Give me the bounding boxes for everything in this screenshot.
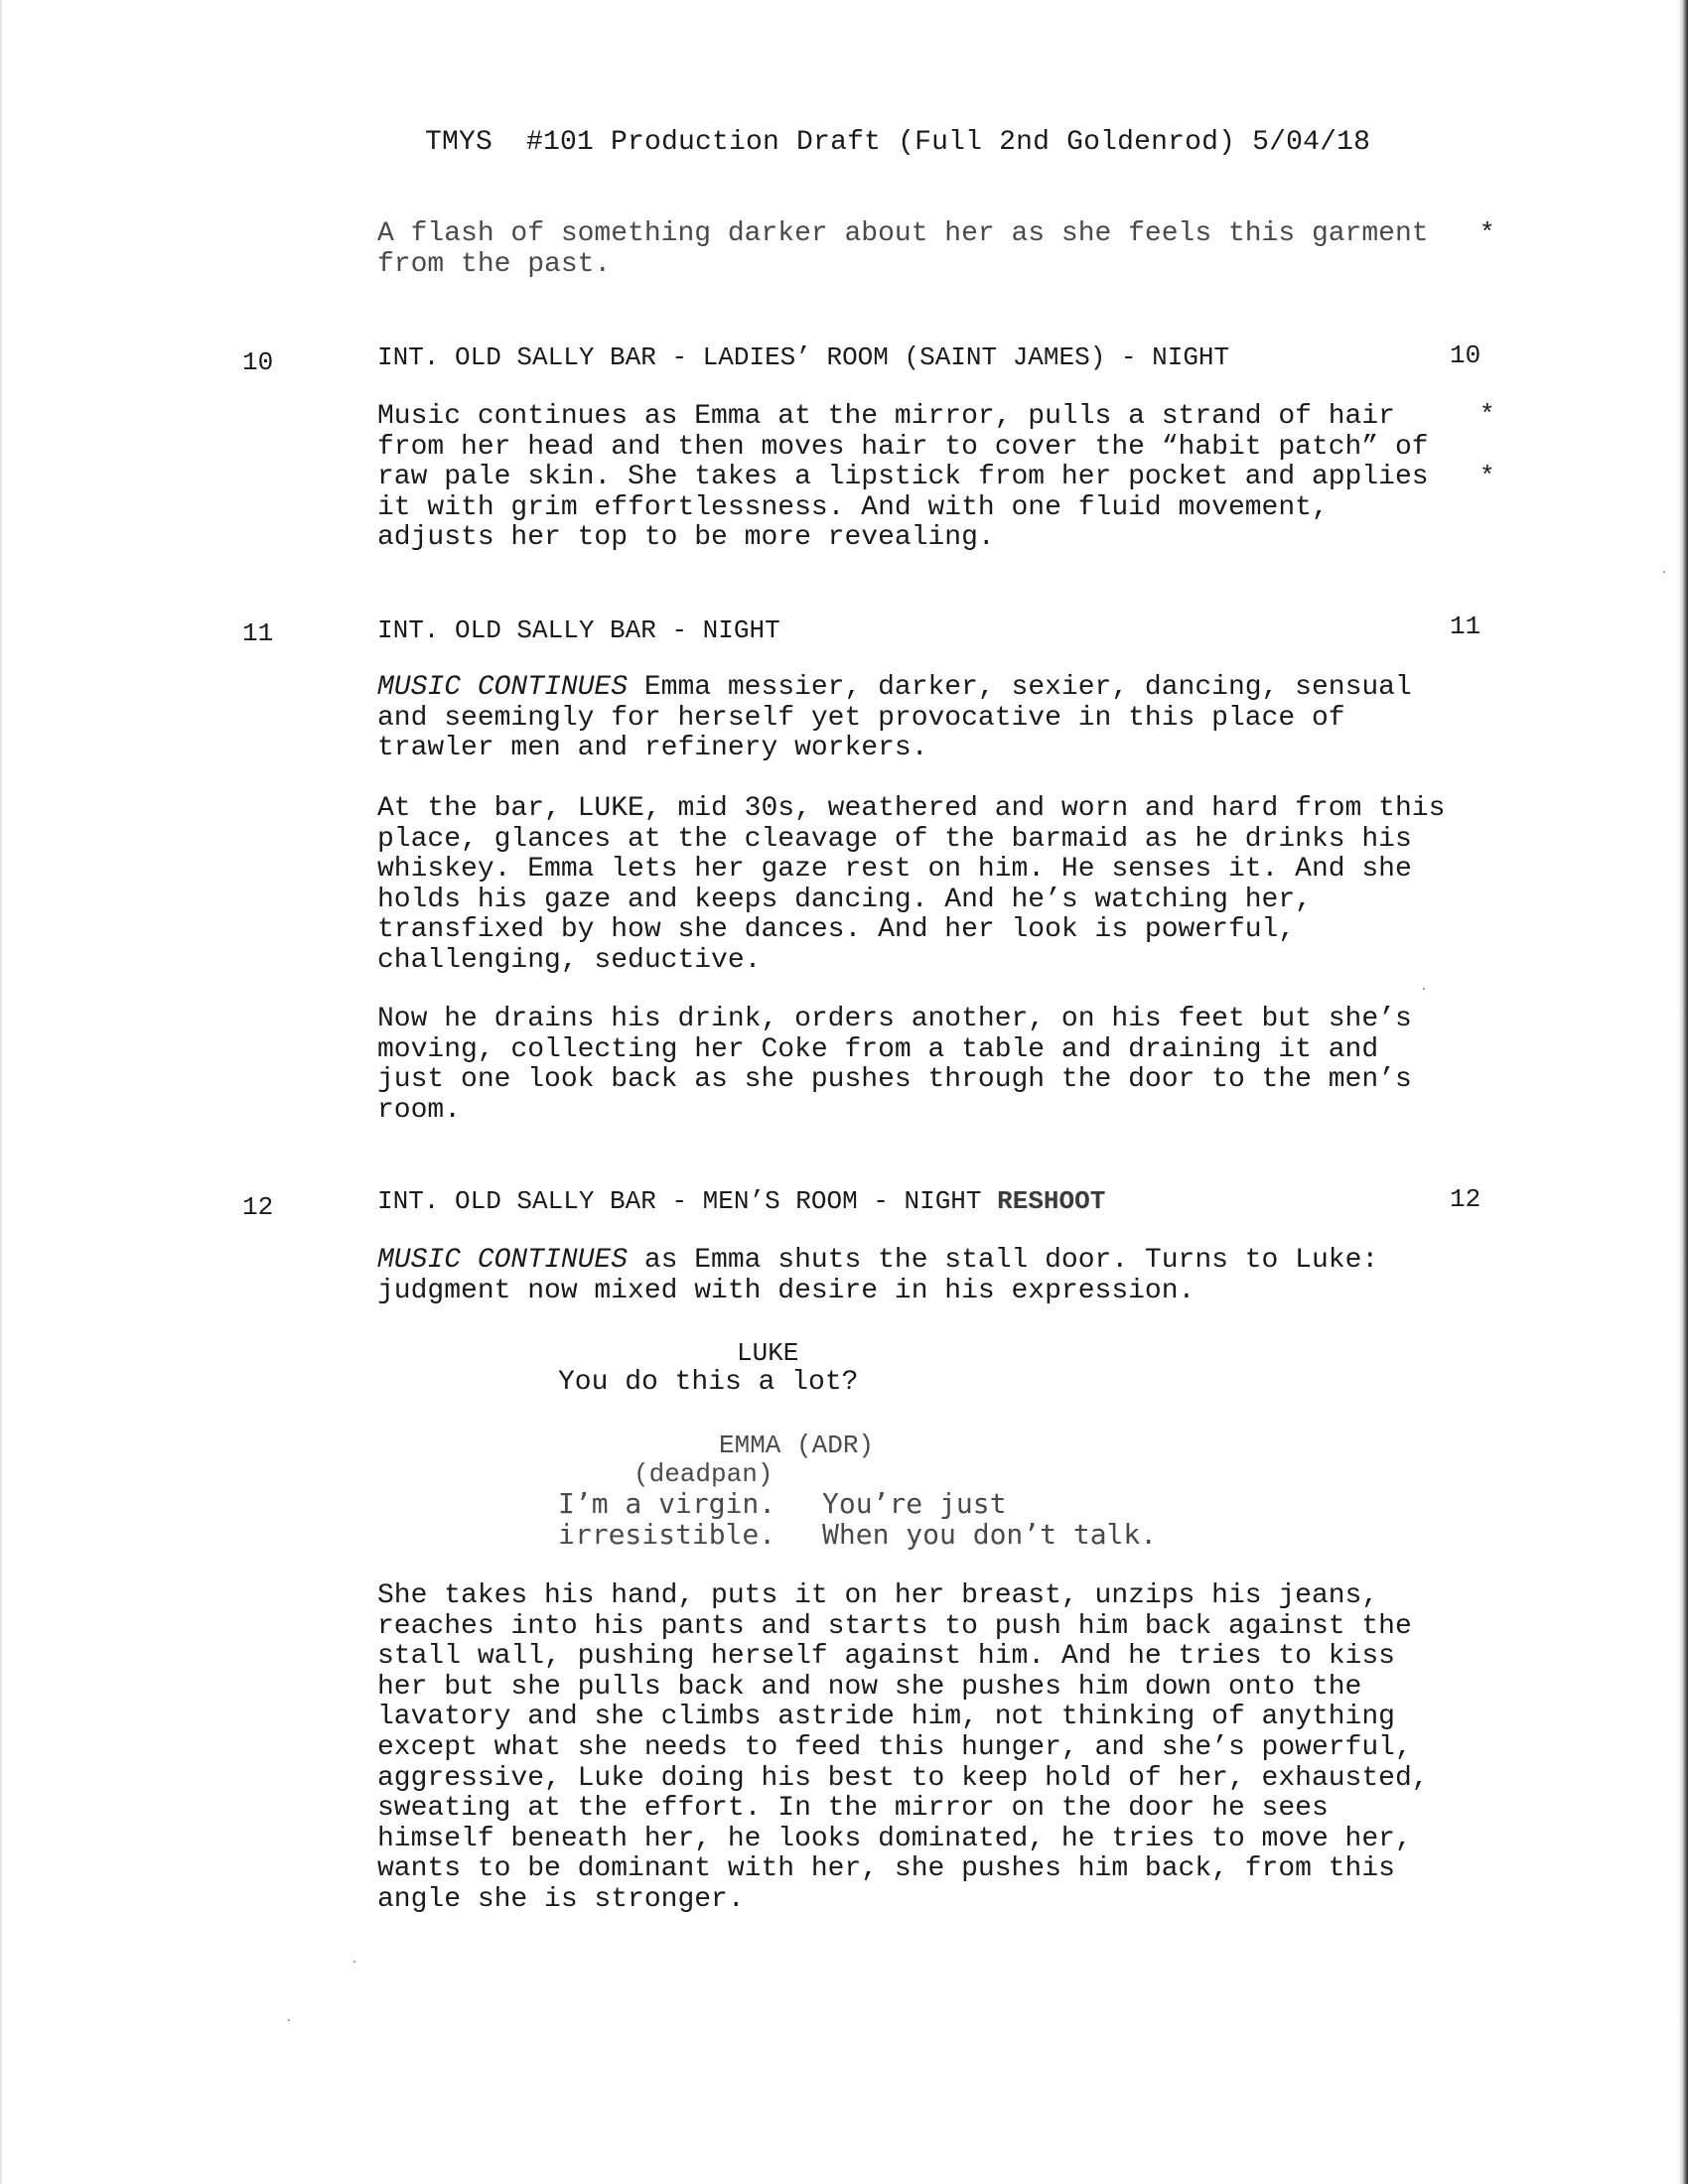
music-cue: MUSIC CONTINUES xyxy=(377,1245,629,1276)
action-text: MUSIC CONTINUES as Emma shuts the stall door. Turns to Luke: judgment now mixed with desire in his expression. xyxy=(377,1245,1379,1306)
character-cue: EMMA (ADR) xyxy=(719,1431,875,1460)
action-text: Now he drains his drink, orders another, on his feet but she’s moving, collecting her Coke from a table and draining it and just one look back as she pushes through the door to the men’s room. xyxy=(377,1004,1412,1126)
scan-edge-right xyxy=(1678,0,1688,2184)
dialogue-line: You do this a lot? xyxy=(558,1367,859,1398)
scene-heading: INT. OLD SALLY BAR - NIGHT xyxy=(377,615,780,645)
scene-heading: INT. OLD SALLY BAR - MEN’S ROOM - NIGHT RESHOOT xyxy=(377,1186,1106,1216)
action-text: At the bar, LUKE, mid 30s, weathered and worn and hard from this place, glances at the cleavage of the barmaid as he drinks his whiskey. Emma lets her gaze rest on him. He senses it. And she holds his gaze and keeps dancing. And he’s watching her, transfixed by how she dances. And her look is powerful, challenging, seductive. xyxy=(377,793,1446,976)
scene-number-right: 12 xyxy=(1450,1184,1481,1214)
scene-number-left: 12 xyxy=(242,1192,274,1222)
revision-mark: * xyxy=(1479,400,1495,430)
action-text: She takes his hand, puts it on her breast, unzips his jeans, reaches into his pants and starts to push him back against the stall wall, pushing herself against him. And he tries to kiss her but she pulls back and now she pushes him down onto the lavatory and she climbs astride him, not thinking of anything except what she needs to feed this hunger, and she’s powerful, aggressive, Luke doing his best to keep hold of her, exhausted, sweating at the effort. In the mirror on the door he sees himself beneath her, he looks dominated, he tries to move her, wants to be dominant with her, she pushes him back, from this angle she is stronger. xyxy=(377,1580,1429,1915)
reshoot-tag: RESHOOT xyxy=(997,1186,1106,1216)
page-header: TMYS #101 Production Draft (Full 2nd Goldenrod) 5/04/18 xyxy=(425,127,1371,158)
action-text: Music continues as Emma at the mirror, pulls a strand of hair from her head and then moves hair to cover the “habit patch” of raw pale skin. She takes a lipstick from her pocket and applies it with grim effortlessness. And with one fluid movement, adjusts her top to be more revealing. xyxy=(377,401,1429,554)
scene-number-left: 11 xyxy=(242,618,274,648)
scene-number-right: 10 xyxy=(1450,341,1481,370)
scene-number-left: 10 xyxy=(242,347,274,377)
scan-edge-left xyxy=(0,0,3,2184)
intro-action: A flash of something darker about her as she feels this garment from the past. xyxy=(377,218,1429,280)
scan-speck xyxy=(353,1961,355,1963)
music-cue: MUSIC CONTINUES xyxy=(377,672,629,703)
parenthetical: (deadpan) xyxy=(633,1459,774,1489)
dialogue-line: I’m a virgin. irresistible. xyxy=(558,1487,776,1551)
revision-mark: * xyxy=(1479,462,1495,491)
dialogue-line: You’re just When you don’t talk. xyxy=(822,1487,1158,1551)
scene-heading: INT. OLD SALLY BAR - LADIES’ ROOM (SAINT JAMES) - NIGHT xyxy=(377,342,1230,372)
scene-number-right: 11 xyxy=(1450,612,1481,641)
action-text: MUSIC CONTINUES Emma messier, darker, sexier, dancing, sensual and seemingly for herself yet provocative in this place of trawler men and refinery workers. xyxy=(377,672,1412,764)
scan-speck xyxy=(1663,571,1665,573)
scan-speck xyxy=(1423,988,1425,990)
revision-mark: * xyxy=(1479,218,1495,248)
scan-speck xyxy=(288,2019,290,2021)
character-cue: LUKE xyxy=(737,1338,799,1368)
